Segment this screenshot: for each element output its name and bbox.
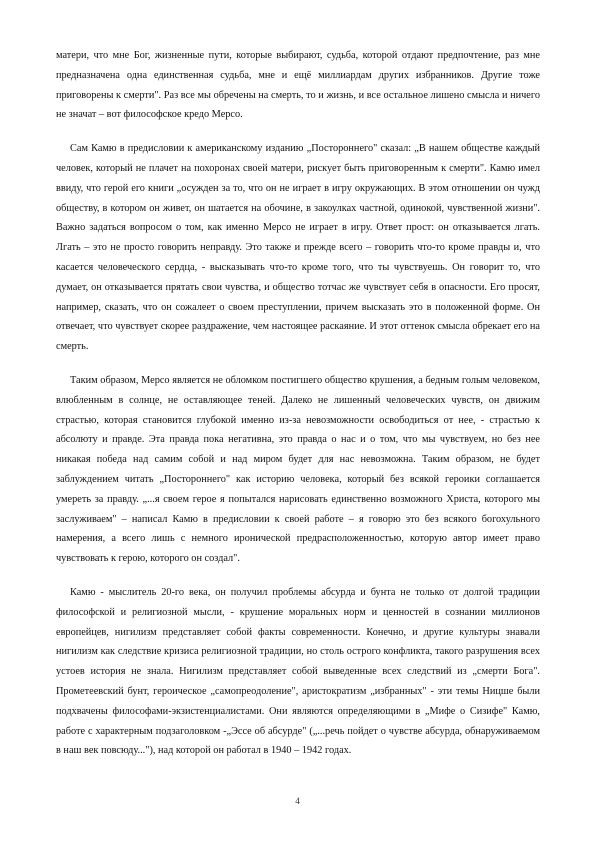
body-text [56, 46, 540, 775]
paragraph-4: Камю - мыслитель 20-го века, он получил проблемы абсурда и бунта не только от долгой традиции философской и религиозной мысли, - крушение моральных норм и ценностей в сознании миллионов европейцев, нигилизм представляет собой факты современности. Конечно, и другие культуры знавали нигилизм как следствие кризиса религиозной традиции, но столь острого конфликта, такого разрушения всех устоев история не знала. Нигилизм представляет собой выведенные всех следствий из „смерти Бога". Прометеевский бунт, героическое „самопреодоление", аристократизм „избранных" - эти темы Ницше были подхвачены философами-экзистенциалистами. Они являются определяющими в „Мифе о Сизифе" Камю, работе с характерным подзаголовком -„Эссе об абсурде" („...речь пойдет о чувстве абсурда, обнаруживаемом в наш век повсюду..."), над которой он работал в 1940 – 1942 годах. [56, 586, 540, 757]
paragraph-1: матери, что мне Бог, жизненные пути, которые выбирают, судьба, которой отдают предпочтение, раз мне предназначена одна единственная судьба, мне и ещё миллиардам других избранников. Другие тоже приговорены к смерти". Раз все мы обречены на смерть, то и жизнь, и все остальное лишено смысла и ничего не значат – вот философское кредо Мерсо. [56, 50, 540, 121]
paragraph-3: Таким образом, Мерсо является не обломком постигшего общество крушения, а бедным голым человеком, влюбленным в солнце, не оставляющее теней. Далеко не лишенный человеческих чувств, он движим страстью, которая становится глубокой именно из-за невозможности освободиться от нее, - страстью к абсолюту и правде. Эта правда пока негативна, это правда о нас и о том, что мы чувствуем, но без нее никакая победа над самим собой и над миром будет для нас невозможна. Таким образом, не будет заблуждением читать „Постороннего" как историю человека, который без всякой героики соглашается умереть за правду. „...я своем герое я попытался нарисовать единственно возможного Христа, которого мы заслуживаем" – написал Камю в предисловии к своей работе – я говорю это без всякого богохульного намерения, а всего лишь с немного иронической предрасположенностью, которую автор имеет право чувствовать к герою, которого он создал". [56, 374, 540, 565]
page-number: 4 [295, 796, 300, 806]
paragraph-2: Сам Камю в предисловии к американскому изданию „Постороннего" сказал: „В нашем обществе каждый человек, который не плачет на похоронах своей матери, рискует быть приговоренным к смерти". Камю имел ввиду, что герой его книги „осужден за то, что он не играет в игру окружающих. В этом отношении он чужд обществу, в котором он живет, он шатается на обочине, в закоулках частной, одинокой, чувственной жизни". Важно задаться вопросом о том, как именно Мерсо не играет в игру. Ответ прост: он отказывается лгать. Лгать – это не просто говорить неправду. Это также и прежде всего – говорить что-то кроме правды и, что касается человеческого сердца, - высказывать что-то кроме того, что ты чувствуешь. Он говорит то, что думает, он отказывается прятать свои чувства, и общество тотчас же чувствует себя в опасности. Его просят, например, сказать, что он сожалеет о своем преступлении, причем высказать это в положенной форме. Он отвечает, что чувствует скорее раздражение, чем настоящее раскаяние. И этот оттенок смысла обрекает его на смерть. [56, 143, 540, 353]
